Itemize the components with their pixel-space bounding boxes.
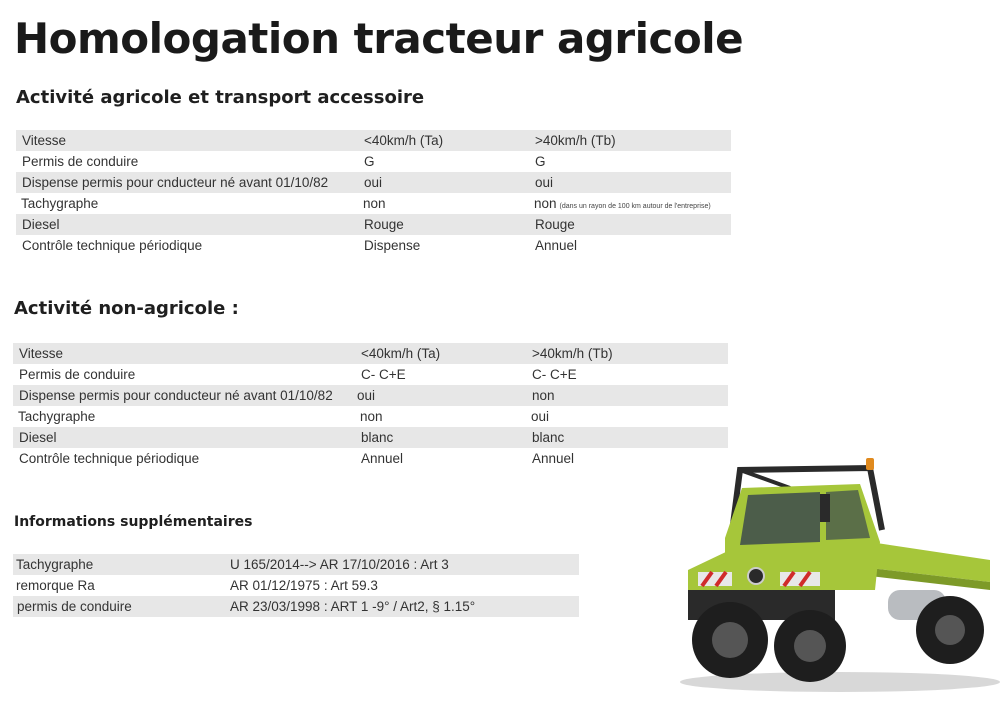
row-label: Contrôle technique périodique	[19, 451, 200, 466]
row-value: AR 23/03/1998 : ART 1 -9° / Art2, § 1.15°	[230, 599, 476, 614]
row-label: permis de conduire	[17, 599, 132, 614]
tractor-truck-image	[670, 450, 1000, 700]
table-row	[13, 385, 728, 406]
row-value-ta: Annuel	[361, 451, 404, 466]
row-value-ta: oui	[364, 175, 383, 190]
table-row	[13, 364, 728, 385]
table-row	[13, 575, 579, 596]
row-label: Tachygraphe	[16, 557, 94, 572]
section-agricole-heading: Activité agricole et transport accessoire	[16, 87, 425, 108]
row-label: Tachygraphe	[18, 409, 96, 424]
table-row	[13, 596, 579, 617]
row-value-tb: Rouge	[535, 217, 575, 232]
row-label: Vitesse	[22, 133, 67, 148]
row-value-tb: oui	[535, 175, 554, 190]
roll-bar-brace	[740, 470, 790, 488]
page-title: Homologation tracteur agricole	[14, 14, 744, 63]
row-label: remorque Ra	[16, 578, 95, 593]
row-value-tb: >40km/h (Tb)	[535, 133, 616, 148]
table-row	[16, 130, 731, 151]
row-label: Permis de conduire	[19, 367, 136, 382]
row-note: (dans un rayon de 100 km autour de l'entreprise)	[559, 203, 711, 210]
row-value-tb: C- C+E	[532, 367, 577, 382]
table-non-agricole	[13, 343, 728, 469]
table-row	[16, 235, 731, 256]
row-value: AR 01/12/1975 : Art 59.3	[230, 578, 378, 593]
row-label: Vitesse	[19, 346, 64, 361]
hub	[794, 630, 826, 662]
row-label: Tachygraphe	[21, 196, 99, 211]
row-value-ta: <40km/h (Ta)	[364, 133, 444, 148]
row-label: Dispense permis pour conducteur né avant 01/10/82	[19, 388, 333, 403]
table-row	[13, 427, 728, 448]
windshield	[740, 492, 820, 545]
row-value-ta: <40km/h (Ta)	[361, 346, 441, 361]
row-value-ta: blanc	[361, 430, 394, 445]
row-value-tb: blanc	[532, 430, 565, 445]
row-value-tb: oui	[531, 409, 550, 424]
section-non-agricole-heading: Activité non-agricole :	[14, 298, 239, 319]
beacon-light	[866, 458, 874, 470]
row-value-ta: oui	[357, 388, 376, 403]
row-value: U 165/2014--> AR 17/10/2016 : Art 3	[230, 557, 449, 572]
table-row	[16, 151, 731, 172]
table-row	[13, 554, 579, 575]
row-value-ta: C- C+E	[361, 367, 406, 382]
table-row	[16, 172, 731, 193]
section-info-heading: Informations supplémentaires	[14, 514, 253, 530]
table-informations	[13, 554, 579, 617]
table-row	[16, 193, 731, 214]
row-value-tb: Annuel	[535, 238, 578, 253]
brand-logo	[748, 568, 764, 584]
table-row	[13, 448, 728, 469]
table-row	[16, 214, 731, 235]
row-label: Permis de conduire	[22, 154, 139, 169]
table-row	[13, 406, 728, 427]
table-agricole	[16, 130, 731, 256]
row-value-ta: non	[360, 409, 383, 424]
hub	[712, 622, 748, 658]
row-value-tb: >40km/h (Tb)	[532, 346, 613, 361]
row-label: Diesel	[22, 217, 60, 232]
row-value-ta: G	[364, 154, 375, 169]
row-value-ta: Dispense	[364, 238, 421, 253]
row-label: Dispense permis pour cnducteur né avant 01/10/82	[22, 175, 329, 190]
row-label: Contrôle technique périodique	[22, 238, 203, 253]
mirror	[820, 494, 830, 522]
row-value-tb: non	[532, 388, 555, 403]
row-value-tb: G	[535, 154, 546, 169]
table-row	[13, 343, 728, 364]
row-value-ta: non	[363, 196, 386, 211]
row-value-tb: Annuel	[532, 451, 575, 466]
row-value-tb-text: non	[534, 196, 557, 211]
hub	[935, 615, 965, 645]
row-value-ta: Rouge	[364, 217, 404, 232]
row-label: Diesel	[19, 430, 57, 445]
